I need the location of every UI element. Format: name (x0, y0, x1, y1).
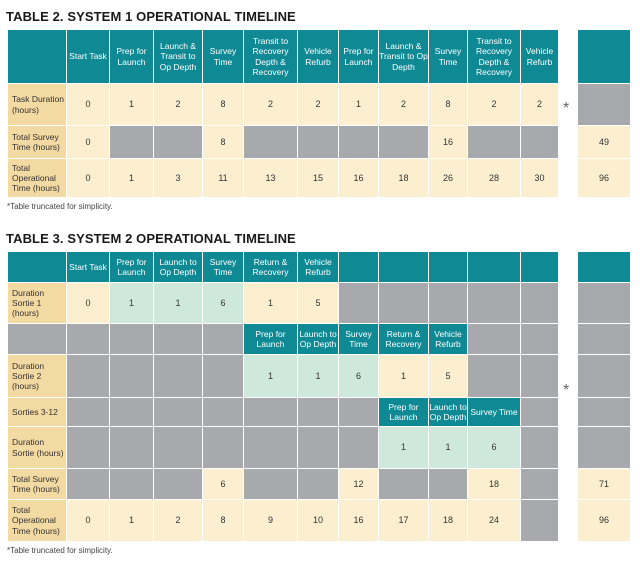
table3-empty-cell (339, 398, 379, 427)
table3-empty-cell (244, 469, 298, 500)
table3-note: *Table truncated for simplicity. (7, 546, 113, 555)
table2-cell: 2 (154, 84, 203, 126)
table2-title: TABLE 2. SYSTEM 1 OPERATIONAL TIMELINE (6, 9, 296, 24)
table3-row-label: Duration Sortie 1 (hours) (8, 283, 67, 324)
table3-cell: 1 (429, 427, 468, 469)
table3-empty-cell (154, 469, 203, 500)
table2-cell: 0 (67, 126, 110, 159)
table3-empty-cell (429, 469, 468, 500)
table3-empty-cell (203, 324, 244, 355)
table3-empty-cell (244, 398, 298, 427)
table3-row-label (8, 324, 67, 355)
table3-cell: 1 (244, 355, 298, 398)
table3-cell: 1 (244, 283, 298, 324)
table3-empty-cell (110, 398, 154, 427)
table3-empty-cell (244, 427, 298, 469)
table2-asterisk: * (563, 100, 570, 117)
table3-header-cell (429, 252, 468, 283)
table3-cell: 9 (244, 500, 298, 542)
table3-empty-cell (468, 283, 521, 324)
table3-subheader-cell: Vehicle Refurb (429, 324, 468, 355)
table3-empty-cell (110, 427, 154, 469)
table2-empty-cell (244, 126, 298, 159)
table3-empty-cell (110, 355, 154, 398)
table3-cell: 10 (298, 500, 339, 542)
table2-header-cell: Survey Time (429, 30, 468, 84)
table3-header-cell: Survey Time (203, 252, 244, 283)
table2-note: *Table truncated for simplicity. (7, 202, 113, 211)
table3-subheader-cell: Survey Time (339, 324, 379, 355)
table3-title: TABLE 3. SYSTEM 2 OPERATIONAL TIMELINE (6, 231, 296, 246)
table3-cell: 1 (110, 283, 154, 324)
table3-cell: 6 (203, 283, 244, 324)
table3-total-cell: 71 (578, 469, 631, 500)
table3-cell: 6 (203, 469, 244, 500)
table3-total-empty (578, 355, 631, 398)
table2-total-empty (578, 84, 631, 126)
table3-empty-cell (203, 355, 244, 398)
table2-header-cell: Survey Time (203, 30, 244, 84)
table3-cell: 18 (468, 469, 521, 500)
table3-empty-cell (67, 324, 110, 355)
table3-subheader-cell: Return & Recovery (379, 324, 429, 355)
table3-empty-cell (429, 283, 468, 324)
table3-cell: 1 (110, 500, 154, 542)
table3-cell: 16 (339, 500, 379, 542)
table2-cell: 28 (468, 159, 521, 198)
table3-row-label: Total Survey Time (hours) (8, 469, 67, 500)
table2-cell: 8 (429, 84, 468, 126)
table3-total-empty (578, 398, 631, 427)
table3-empty-cell (468, 324, 521, 355)
table2-cell: 2 (468, 84, 521, 126)
table2-header-cell: Start Task (67, 30, 110, 84)
table2-empty-cell (339, 126, 379, 159)
table3-header-total (578, 252, 631, 283)
table3-subheader-cell: Launch to Op Depth (429, 398, 468, 427)
table3-empty-cell (110, 324, 154, 355)
table2-row-label: Task Duration (hours) (8, 84, 67, 126)
table3-cell: 18 (429, 500, 468, 542)
table3-empty-cell (298, 398, 339, 427)
table2-header-cell: Prep for Launch (110, 30, 154, 84)
table2-header-cell: Prep for Launch (339, 30, 379, 84)
table3-subheader-cell: Launch to Op Depth (298, 324, 339, 355)
table2-cell: 11 (203, 159, 244, 198)
table3-empty-cell (154, 427, 203, 469)
table2-cell: 2 (521, 84, 559, 126)
table3-subheader-cell: Prep for Launch (379, 398, 429, 427)
table2-cell: 2 (379, 84, 429, 126)
table2-cell: 8 (203, 84, 244, 126)
table3-row-label: Total Operational Time (hours) (8, 500, 67, 542)
table3-cell: 6 (468, 427, 521, 469)
table3-cell: 17 (379, 500, 429, 542)
table3-subheader-cell: Survey Time (468, 398, 521, 427)
table3-header-cell (379, 252, 429, 283)
table3-empty-cell (67, 398, 110, 427)
table3-empty-cell (67, 469, 110, 500)
table3-cell: 0 (67, 500, 110, 542)
table3-empty-cell (339, 283, 379, 324)
table3-empty-cell (521, 283, 559, 324)
table3-header-cell: Start Task (67, 252, 110, 283)
table2-header-corner (8, 30, 67, 84)
table2-header-cell: Transit to Recovery Depth & Recovery (468, 30, 521, 84)
table2-cell: 2 (298, 84, 339, 126)
table2-cell: 0 (67, 159, 110, 198)
table2-empty-cell (468, 126, 521, 159)
table3-header-corner (8, 252, 67, 283)
table3-empty-cell (154, 324, 203, 355)
table3-cell: 1 (379, 355, 429, 398)
table3-cell: 1 (298, 355, 339, 398)
table2-header-cell: Launch & Transit to Op Depth (379, 30, 429, 84)
table3-empty-cell (154, 355, 203, 398)
table2-cell: 1 (110, 159, 154, 198)
table3-header-cell: Prep for Launch (110, 252, 154, 283)
table2-cell: 16 (429, 126, 468, 159)
table3-empty-cell (521, 398, 559, 427)
table2-empty-cell (379, 126, 429, 159)
table2-cell: 0 (67, 84, 110, 126)
table3-empty-cell (521, 427, 559, 469)
table3-header-cell (339, 252, 379, 283)
table3-row-label: Sorties 3-12 (8, 398, 67, 427)
table2-row-label: Total Operational Time (hours) (8, 159, 67, 198)
table2-header-cell: Transit to Recovery Depth & Recovery (244, 30, 298, 84)
table2-cell: 26 (429, 159, 468, 198)
table3-empty-cell (67, 427, 110, 469)
table3-cell: 5 (298, 283, 339, 324)
table3-empty-cell (110, 469, 154, 500)
table3-empty-cell (521, 500, 559, 542)
table3-cell: 2 (154, 500, 203, 542)
table2-cell: 2 (244, 84, 298, 126)
table2-total-cell: 49 (578, 126, 631, 159)
table3-cell: 5 (429, 355, 468, 398)
table3-empty-cell (521, 324, 559, 355)
table2-header-cell: Launch & Transit to Op Depth (154, 30, 203, 84)
table3-asterisk: * (563, 382, 570, 399)
table3-total-cell: 96 (578, 500, 631, 542)
table3-total-empty (578, 283, 631, 324)
table3-cell: 24 (468, 500, 521, 542)
table3-total-empty (578, 324, 631, 355)
table3-cell: 12 (339, 469, 379, 500)
table3-empty-cell (468, 355, 521, 398)
table3-total-empty (578, 427, 631, 469)
table2-empty-cell (521, 126, 559, 159)
table3-empty-cell (521, 355, 559, 398)
table3-empty-cell (154, 398, 203, 427)
table3-header-cell (521, 252, 559, 283)
table2-cell: 3 (154, 159, 203, 198)
table3-empty-cell (379, 283, 429, 324)
table3-empty-cell (203, 398, 244, 427)
table3-empty-cell (67, 355, 110, 398)
table3-header-cell: Return & Recovery (244, 252, 298, 283)
table3-empty-cell (298, 469, 339, 500)
table2-total-cell: 96 (578, 159, 631, 198)
table3-empty-cell (298, 427, 339, 469)
table2-header-total (578, 30, 631, 84)
table2-empty-cell (110, 126, 154, 159)
table2-cell: 8 (203, 126, 244, 159)
table3-empty-cell (203, 427, 244, 469)
table3-cell: 8 (203, 500, 244, 542)
table3-header-cell (468, 252, 521, 283)
table3-subheader-cell: Prep for Launch (244, 324, 298, 355)
table3-empty-cell (521, 469, 559, 500)
table2-cell: 1 (110, 84, 154, 126)
table3-cell: 1 (379, 427, 429, 469)
table2-cell: 1 (339, 84, 379, 126)
table2-cell: 18 (379, 159, 429, 198)
table3-cell: 0 (67, 283, 110, 324)
table3-row-label: Duration Sortie 2 (hours) (8, 355, 67, 398)
table2-cell: 13 (244, 159, 298, 198)
table2-header-cell: Vehicle Refurb (521, 30, 559, 84)
table2-empty-cell (154, 126, 203, 159)
table2-cell: 16 (339, 159, 379, 198)
table3-header-cell: Vehicle Refurb (298, 252, 339, 283)
table2-empty-cell (298, 126, 339, 159)
table2-header-cell: Vehicle Refurb (298, 30, 339, 84)
table2-row-label: Total Survey Time (hours) (8, 126, 67, 159)
table3-cell: 6 (339, 355, 379, 398)
table3-row-label: Duration Sortie (hours) (8, 427, 67, 469)
table3-header-cell: Launch to Op Depth (154, 252, 203, 283)
table3-cell: 1 (154, 283, 203, 324)
table2-cell: 15 (298, 159, 339, 198)
table3-empty-cell (379, 469, 429, 500)
table2-cell: 30 (521, 159, 559, 198)
table3-empty-cell (339, 427, 379, 469)
